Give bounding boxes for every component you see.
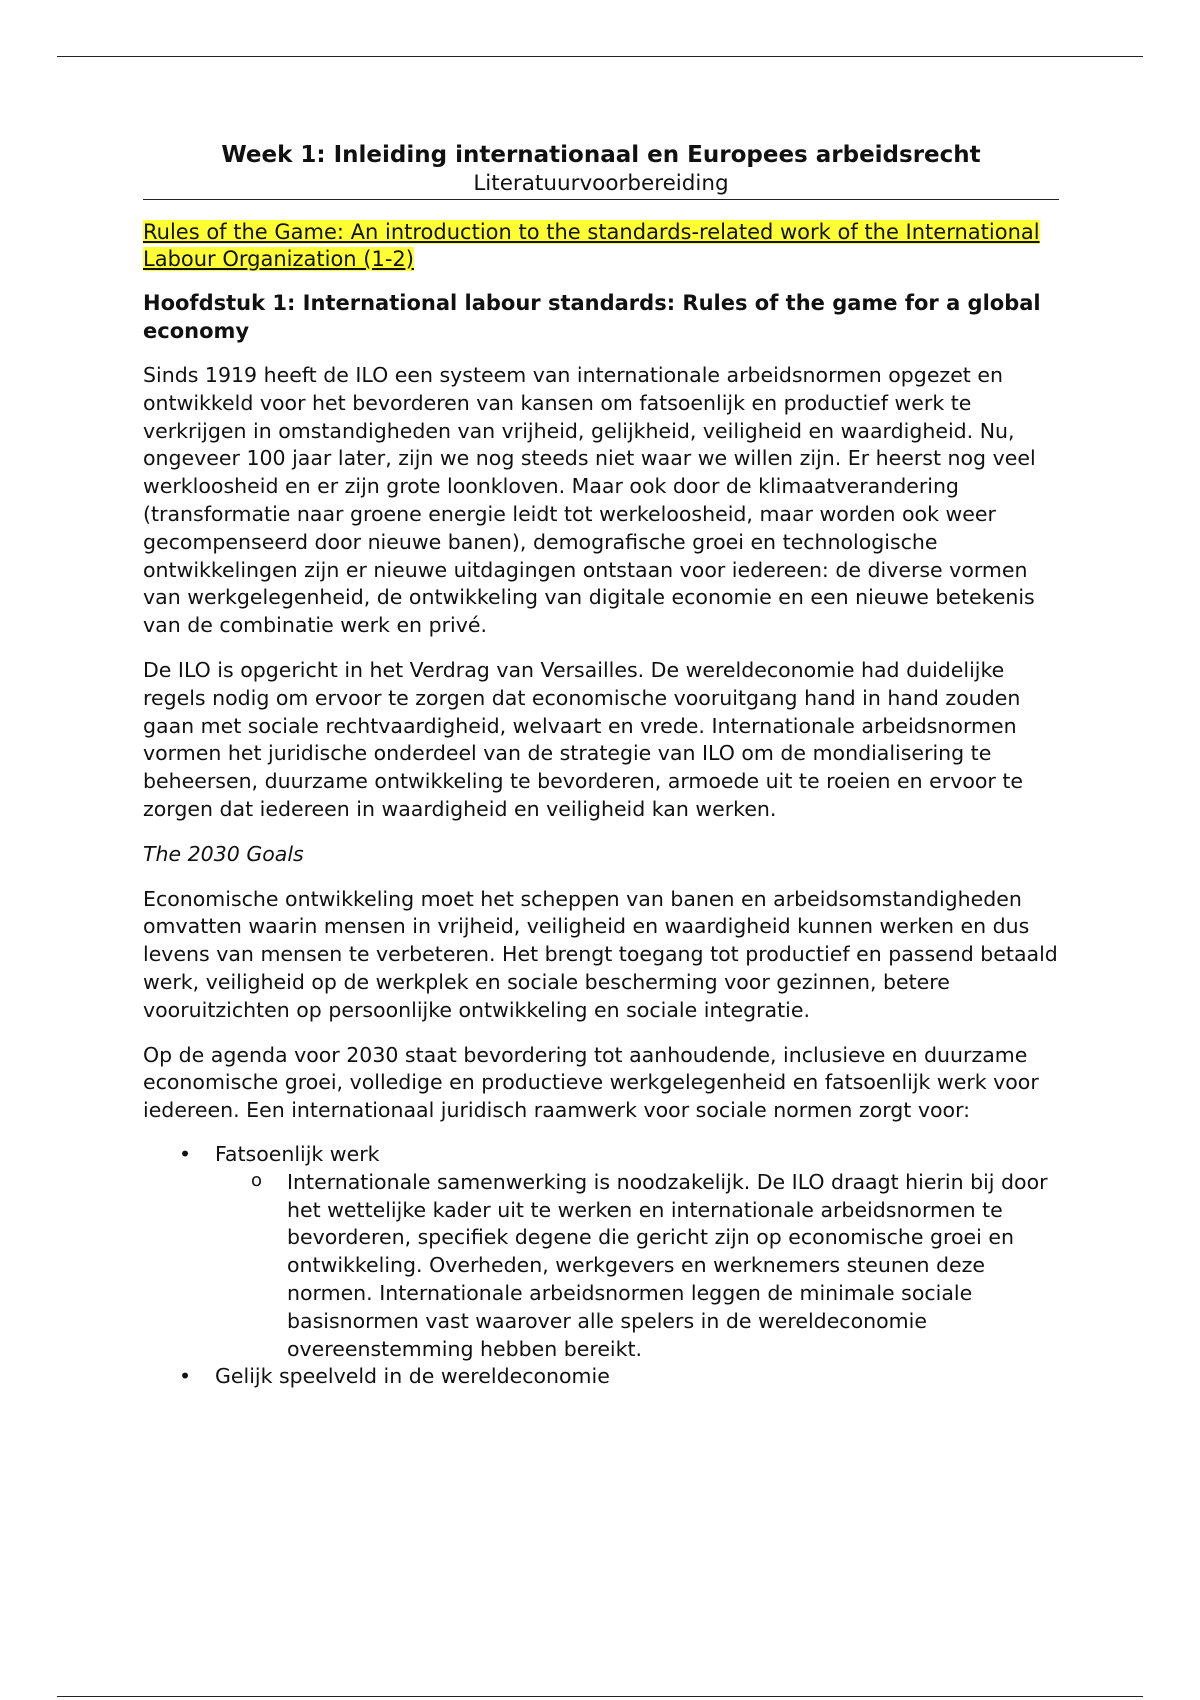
- document-title: Week 1: Inleiding internationaal en Europees arbeidsrecht: [221, 142, 981, 168]
- paragraph-agenda-2030: Op de agenda voor 2030 staat bevordering tot aanhoudende, inclusieve en duurzame economische groei, volledige en productieve werkgelegenheid en fatsoenlijk werk voor iedereen. Een internationaal juridisch raamwerk voor sociale normen zorgt voor:: [143, 1042, 1039, 1123]
- paragraph-intro: Sinds 1919 heeft de ILO een systeem van internationale arbeidsnormen opgezet en ontwikkeld voor het bevorderen van kansen om fatsoenlijk en productief werk te verkrijgen in omstandigheden van vrijheid, gelijkheid, veiligheid en waardigheid. Nu, ongeveer 100 jaar later, zijn we nog steeds niet waar we willen zijn. Er heerst nog veel werkloosheid en er zijn grote loonkloven. Maar ook door de klimaatverandering (transformatie naar groene energie leidt tot werkeloosheid, maar worden ook weer gecompenseerd door nieuwe banen), demografische groei en technologische ontwikkelingen zijn er nieuwe uitdagingen ontstaan voor iedereen: de diverse vormen van werkgelegenheid, de ontwikkeling van digitale economie en een nieuwe betekenis van de combinatie werk en privé.: [143, 363, 1036, 638]
- bullet-marker: •: [179, 1141, 192, 1166]
- bullet-list: [143, 1141, 1059, 1391]
- list-item: [143, 1363, 1059, 1391]
- document-subtitle: Literatuurvoorbereiding: [473, 171, 729, 196]
- sub-list: [215, 1169, 1059, 1364]
- document-body: [143, 140, 1059, 1391]
- highlighted-source-title: [143, 219, 1059, 273]
- sub-list-item: [215, 1169, 1059, 1364]
- sub-list-item-text: Internationale samenwerking is noodzakelijk. De ILO draagt hierin bij door het wettelijke kader uit te werken en internationale arbeidsnormen te bevorderen, specifiek degene die gericht zijn op economische groei en ontwikkeling. Overheden, werkgevers en werknemers steunen deze normen. Internationale arbeidsnormen leggen de minimale sociale basisnormen vast waarover alle spelers in de wereldeconomie overeenstemming hebben bereikt.: [287, 1169, 1048, 1361]
- chapter-heading: Hoofdstuk 1: International labour standards: Rules of the game for a global economy: [143, 291, 1041, 343]
- section-title-2030-goals: The 2030 Goals: [143, 841, 304, 866]
- bullet-marker: •: [179, 1364, 192, 1389]
- title-block: [143, 140, 1059, 200]
- sub-bullet-marker: o: [251, 1169, 263, 1191]
- paragraph-ilo-origin: De ILO is opgericht in het Verdrag van Versailles. De wereldeconomie had duidelijke regels nodig om ervoor te zorgen dat economische vooruitgang hand in hand zouden gaan met sociale rechtvaardigheid, welvaart en vrede. Internationale arbeidsnormen vormen het juridische onderdeel van de strategie van ILO om de mondialisering te beheersen, duurzame ontwikkeling te bevorderen, armoede uit te roeien en ervoor te zorgen dat iedereen in waardigheid en veiligheid kan werken.: [143, 657, 1024, 821]
- list-item: [143, 1141, 1059, 1363]
- list-item-text: Fatsoenlijk werk: [215, 1141, 380, 1166]
- paragraph-economic-development: Economische ontwikkeling moet het scheppen van banen en arbeidsomstandigheden omvatten waarin mensen in vrijheid, veiligheid en waardigheid kunnen werken en dus levens van mensen te verbeteren. Het brengt toegang tot productief en passend betaald werk, veiligheid op de werkplek en sociale bescherming voor gezinnen, betere vooruitzichten op persoonlijke ontwikkeling en sociale integratie.: [143, 886, 1058, 1022]
- highlighted-source-text: Rules of the Game: An introduction to the standards-related work of the International Labour Organization (1-2): [143, 220, 1040, 271]
- footer-rule: [57, 1696, 1143, 1697]
- list-item-text: Gelijk speelveld in de wereldeconomie: [215, 1364, 610, 1389]
- header-rule: [57, 56, 1143, 57]
